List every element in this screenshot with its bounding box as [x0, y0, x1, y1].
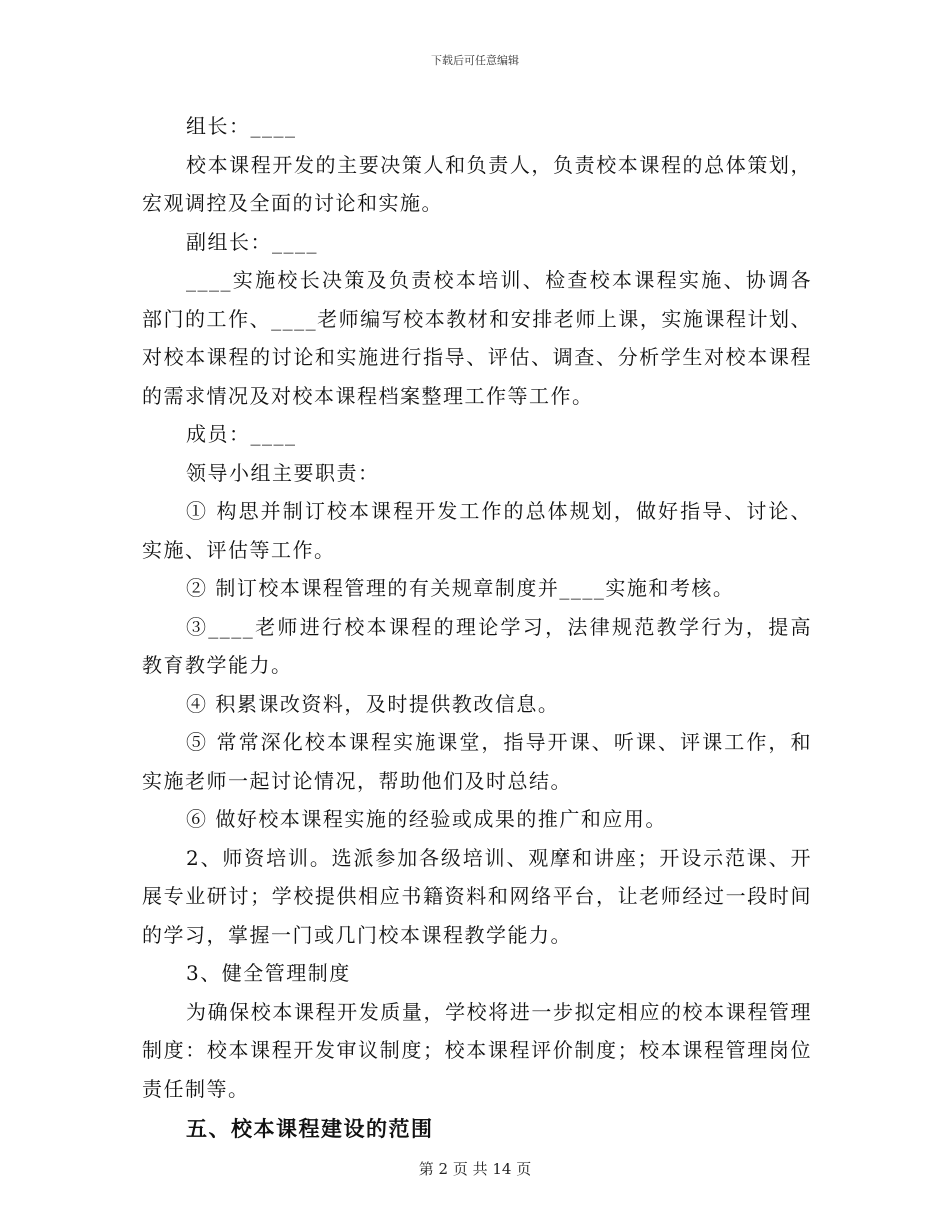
duty-item-1: ① 构思并制订校本课程开发工作的总体规划，做好指导、讨论、实施、评估等工作。	[142, 499, 812, 562]
document-body	[142, 107, 812, 1149]
page-header: 下载后可任意编辑	[431, 54, 519, 67]
management-paragraph: 为确保校本课程开发质量，学校将进一步拟定相应的校本课程管理制度：校本课程开发审议制度；校本课程评价制度；校本课程管理岗位责任制等。	[142, 999, 812, 1101]
vice-leader-duty-paragraph: ____实施校长决策及负责校本培训、检查校本课程实施、协调各部门的工作、____老师编写校本教材和安排老师上课，实施课程计划、对校本课程的讨论和实施进行指导、评估、调查、分析学生对校本课程的需求情况及对校本课程档案整理工作等工作。	[142, 268, 812, 408]
teacher-training-paragraph: 2、师资培训。选派参加各级培训、观摩和讲座；开设示范课、开展专业研讨；学校提供相应书籍资料和网络平台，让老师经过一段时间的学习，掌握一门或几门校本课程教学能力。	[142, 845, 812, 947]
section-heading: 五、校本课程建设的范围	[186, 1116, 434, 1141]
duty-item-3: ③____老师进行校本课程的理论学习，法律规范教学行为，提高教育教学能力。	[142, 614, 812, 677]
duty-item-5: ⑤ 常常深化校本课程实施课堂，指导开课、听课、评课工作，和实施老师一起讨论情况，帮助他们及时总结。	[142, 730, 812, 793]
duty-item-2: ② 制订校本课程管理的有关规章制度并____实施和考核。	[186, 576, 735, 600]
duty-item-6: ⑥ 做好校本课程实施的经验或成果的推广和应用。	[186, 807, 667, 831]
management-title: 3、健全管理制度	[186, 961, 351, 985]
vice-leader-line: 副组长：____	[186, 229, 318, 254]
members-line: 成员：____	[186, 422, 297, 446]
leader-line: 组长：____	[186, 114, 297, 138]
page-number-footer: 第 2 页 共 14 页	[418, 1160, 532, 1178]
duty-item-4: ④ 积累课改资料，及时提供教改信息。	[186, 691, 560, 716]
leader-duty-paragraph: 校本课程开发的主要决策人和负责人，负责校本课程的总体策划，宏观调控及全面的讨论和实施。	[142, 152, 812, 215]
duties-title: 领导小组主要职责：	[186, 460, 380, 485]
